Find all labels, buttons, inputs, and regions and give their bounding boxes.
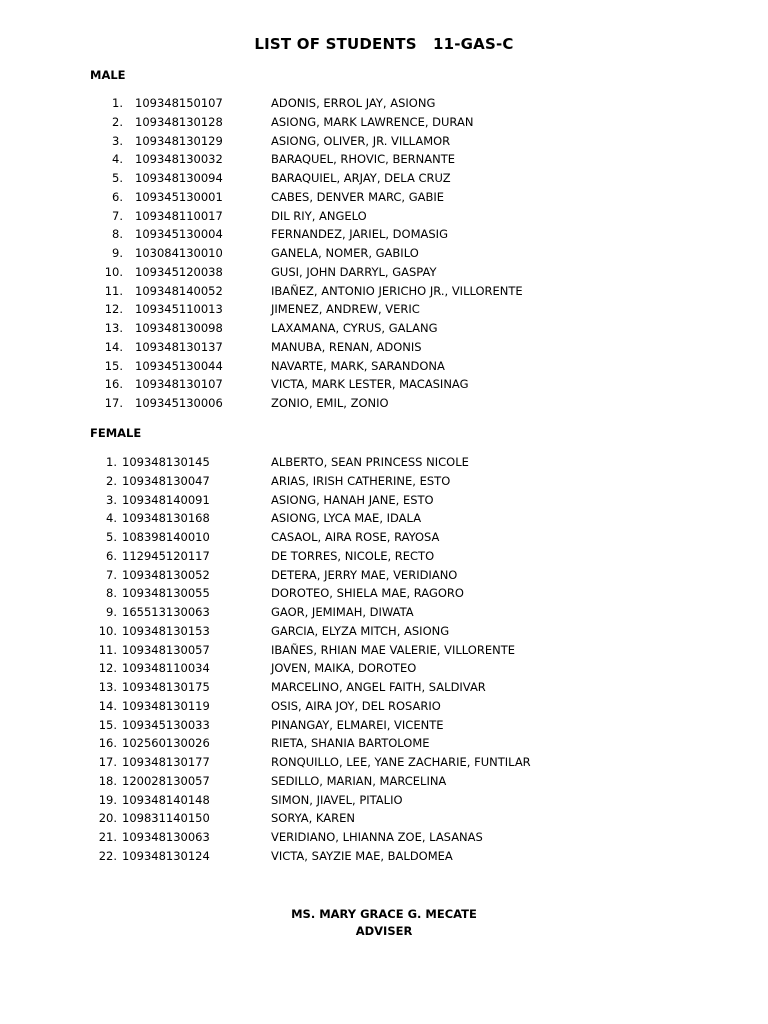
student-number: 19. — [98, 792, 117, 807]
student-name: FERNANDEZ, JARIEL, DOMASIG — [271, 227, 448, 242]
student-number: 12. — [104, 302, 123, 317]
student-number: 4. — [106, 511, 117, 526]
student-name: ZONIO, EMIL, ZONIO — [271, 396, 389, 410]
student-name: PINANGAY, ELMAREI, VICENTE — [271, 717, 444, 732]
student-number: 3. — [106, 492, 117, 507]
student-name: CASAOL, AIRA ROSE, RAYOSA — [271, 530, 440, 544]
student-name: GARCIA, ELYZA MITCH, ASIONG — [271, 623, 450, 638]
student-row — [0, 622, 768, 641]
student-lrn: 109348130168 — [122, 511, 210, 526]
student-name: GUSI, JOHN DARRYL, GASPAY — [271, 264, 437, 279]
student-number: 14. — [98, 698, 117, 713]
student-row — [0, 641, 768, 660]
student-lrn: 109348130145 — [122, 455, 210, 469]
student-row — [0, 244, 768, 263]
student-number: 9. — [106, 605, 117, 619]
student-number: 16. — [98, 736, 117, 751]
student-lrn: 109348130047 — [122, 473, 210, 488]
student-name: ASIONG, MARK LAWRENCE, DURAN — [271, 114, 474, 129]
adviser-role: ADVISER — [355, 924, 413, 938]
student-row — [0, 225, 768, 244]
student-number: 2. — [112, 114, 123, 129]
student-row — [0, 659, 768, 678]
student-number: 9. — [112, 246, 123, 260]
student-number: 17. — [98, 755, 117, 769]
student-name: ADONIS, ERROL JAY, ASIONG — [271, 96, 436, 110]
student-row — [0, 282, 768, 301]
student-lrn: 109348110034 — [122, 661, 210, 676]
student-name: GANELA, NOMER, GABILO — [271, 246, 419, 260]
student-number: 5. — [112, 171, 123, 185]
student-name: LAXAMANA, CYRUS, GALANG — [271, 321, 438, 335]
student-name: VICTA, SAYZIE MAE, BALDOMEA — [271, 848, 453, 863]
student-name: GAOR, JEMIMAH, DIWATA — [271, 605, 414, 619]
student-name: VERIDIANO, LHIANNA ZOE, LASANAS — [271, 830, 483, 844]
student-lrn: 120028130057 — [122, 773, 210, 788]
student-lrn: 109348130057 — [122, 642, 210, 657]
student-row — [0, 338, 768, 357]
student-number: 10. — [104, 264, 123, 279]
student-lrn: 109345130004 — [135, 227, 223, 242]
student-lrn: 109345130033 — [122, 717, 210, 732]
student-lrn: 112945120117 — [122, 548, 210, 563]
student-name: OSIS, AIRA JOY, DEL ROSARIO — [271, 698, 441, 713]
student-lrn: 109345110013 — [135, 302, 223, 317]
male-heading: MALE — [90, 68, 126, 82]
student-number: 15. — [104, 358, 123, 373]
student-lrn: 109348130177 — [122, 755, 210, 769]
male-student-list — [0, 94, 768, 413]
student-number: 20. — [98, 811, 117, 826]
adviser-name: MS. MARY GRACE G. MECATE — [291, 907, 477, 921]
student-row — [0, 453, 768, 472]
student-number: 1. — [112, 96, 123, 110]
student-number: 7. — [112, 208, 123, 223]
student-row — [0, 319, 768, 338]
student-row — [0, 603, 768, 622]
student-lrn: 109345130044 — [135, 358, 223, 373]
student-lrn: 109345130001 — [135, 189, 223, 204]
student-lrn: 109348130153 — [122, 623, 210, 638]
student-name: BARAQUIEL, ARJAY, DELA CRUZ — [271, 171, 451, 185]
student-row — [0, 847, 768, 866]
student-row — [0, 734, 768, 753]
student-name: IBAÑES, RHIAN MAE VALERIE, VILLORENTE — [271, 642, 515, 657]
student-lrn: 109348140091 — [122, 492, 210, 507]
student-name: ASIONG, OLIVER, JR. VILLAMOR — [271, 133, 451, 148]
student-row — [0, 132, 768, 151]
student-row — [0, 263, 768, 282]
student-name: IBAÑEZ, ANTONIO JERICHO JR., VILLORENTE — [271, 283, 523, 298]
student-name: ASIONG, HANAH JANE, ESTO — [271, 492, 434, 507]
student-name: SORYA, KAREN — [271, 811, 355, 826]
student-lrn: 109345120038 — [135, 264, 223, 279]
student-row — [0, 300, 768, 319]
student-number: 5. — [106, 530, 117, 544]
student-lrn: 108398140010 — [122, 530, 210, 544]
student-row — [0, 357, 768, 376]
student-lrn: 109348130052 — [122, 567, 210, 582]
student-row — [0, 791, 768, 810]
student-number: 6. — [106, 548, 117, 563]
student-name: DOROTEO, SHIELA MAE, RAGORO — [271, 586, 464, 601]
student-lrn: 165513130063 — [122, 605, 210, 619]
student-name: BARAQUEL, RHOVIC, BERNANTE — [271, 152, 455, 167]
student-lrn: 109348130128 — [135, 114, 223, 129]
student-lrn: 109348130032 — [135, 152, 223, 167]
student-name: JOVEN, MAIKA, DOROTEO — [271, 661, 417, 676]
student-name: DE TORRES, NICOLE, RECTO — [271, 548, 435, 563]
student-name: CABES, DENVER MARC, GABIE — [271, 189, 445, 204]
student-name: ARIAS, IRISH CATHERINE, ESTO — [271, 473, 451, 488]
student-lrn: 109831140150 — [122, 811, 210, 826]
student-name: VICTA, MARK LESTER, MACASINAG — [271, 377, 469, 392]
signature-block — [0, 906, 768, 940]
student-name: MANUBA, RENAN, ADONIS — [271, 339, 422, 354]
student-number: 17. — [104, 396, 123, 410]
student-row — [0, 828, 768, 847]
student-lrn: 109348150107 — [135, 96, 223, 110]
student-number: 8. — [112, 227, 123, 242]
student-name: ASIONG, LYCA MAE, IDALA — [271, 511, 422, 526]
student-number: 11. — [104, 283, 123, 298]
student-number: 13. — [98, 680, 117, 694]
student-row — [0, 753, 768, 772]
student-row — [0, 169, 768, 188]
student-row — [0, 678, 768, 697]
student-row — [0, 94, 768, 113]
student-number: 13. — [104, 321, 123, 335]
student-number: 15. — [98, 717, 117, 732]
student-number: 2. — [106, 473, 117, 488]
student-name: RONQUILLO, LEE, YANE ZACHARIE, FUNTILAR — [271, 755, 531, 769]
student-name: RIETA, SHANIA BARTOLOME — [271, 736, 430, 751]
student-row — [0, 509, 768, 528]
student-row — [0, 528, 768, 547]
student-lrn: 109348130124 — [122, 848, 210, 863]
student-lrn: 109348130094 — [135, 171, 223, 185]
student-number: 1. — [106, 455, 117, 469]
student-name: JIMENEZ, ANDREW, VERIC — [271, 302, 420, 317]
student-name: SEDILLO, MARIAN, MARCELINA — [271, 773, 447, 788]
student-lrn: 109348140148 — [122, 792, 210, 807]
student-name: ALBERTO, SEAN PRINCESS NICOLE — [271, 455, 469, 469]
student-name: MARCELINO, ANGEL FAITH, SALDIVAR — [271, 680, 486, 694]
student-lrn: 109348130055 — [122, 586, 210, 601]
student-number: 21. — [98, 830, 117, 844]
student-lrn: 102560130026 — [122, 736, 210, 751]
student-row — [0, 697, 768, 716]
student-row — [0, 150, 768, 169]
student-number: 14. — [104, 339, 123, 354]
student-lrn: 109348130137 — [135, 339, 223, 354]
student-number: 22. — [98, 848, 117, 863]
page-title: LIST OF STUDENTS 11-GAS-C — [254, 35, 514, 53]
student-number: 12. — [98, 661, 117, 676]
student-name: NAVARTE, MARK, SARANDONA — [271, 358, 445, 373]
student-lrn: 109348130119 — [122, 698, 210, 713]
student-row — [0, 809, 768, 828]
student-row — [0, 584, 768, 603]
female-heading: FEMALE — [90, 426, 142, 440]
student-row — [0, 394, 768, 413]
student-row — [0, 472, 768, 491]
student-lrn: 109348130129 — [135, 133, 223, 148]
student-lrn: 109345130006 — [135, 396, 223, 410]
student-number: 10. — [98, 623, 117, 638]
student-row — [0, 566, 768, 585]
student-name: SIMON, JIAVEL, PITALIO — [271, 792, 403, 807]
student-number: 18. — [98, 773, 117, 788]
student-row — [0, 375, 768, 394]
student-row — [0, 188, 768, 207]
student-lrn: 109348130107 — [135, 377, 223, 392]
student-row — [0, 207, 768, 226]
student-lrn: 103084130010 — [135, 246, 223, 260]
student-row — [0, 547, 768, 566]
student-row — [0, 113, 768, 132]
student-lrn: 109348110017 — [135, 208, 223, 223]
student-number: 3. — [112, 133, 123, 148]
student-number: 8. — [106, 586, 117, 601]
student-lrn: 109348130063 — [122, 830, 210, 844]
student-row — [0, 772, 768, 791]
student-lrn: 109348130098 — [135, 321, 223, 335]
female-student-list — [0, 453, 768, 866]
student-name: DIL RIY, ANGELO — [271, 208, 367, 223]
student-number: 16. — [104, 377, 123, 392]
student-number: 11. — [98, 642, 117, 657]
student-number: 7. — [106, 567, 117, 582]
student-lrn: 109348130175 — [122, 680, 210, 694]
student-row — [0, 716, 768, 735]
student-row — [0, 491, 768, 510]
student-number: 4. — [112, 152, 123, 167]
student-name: DETERA, JERRY MAE, VERIDIANO — [271, 567, 458, 582]
student-lrn: 109348140052 — [135, 283, 223, 298]
student-number: 6. — [112, 189, 123, 204]
